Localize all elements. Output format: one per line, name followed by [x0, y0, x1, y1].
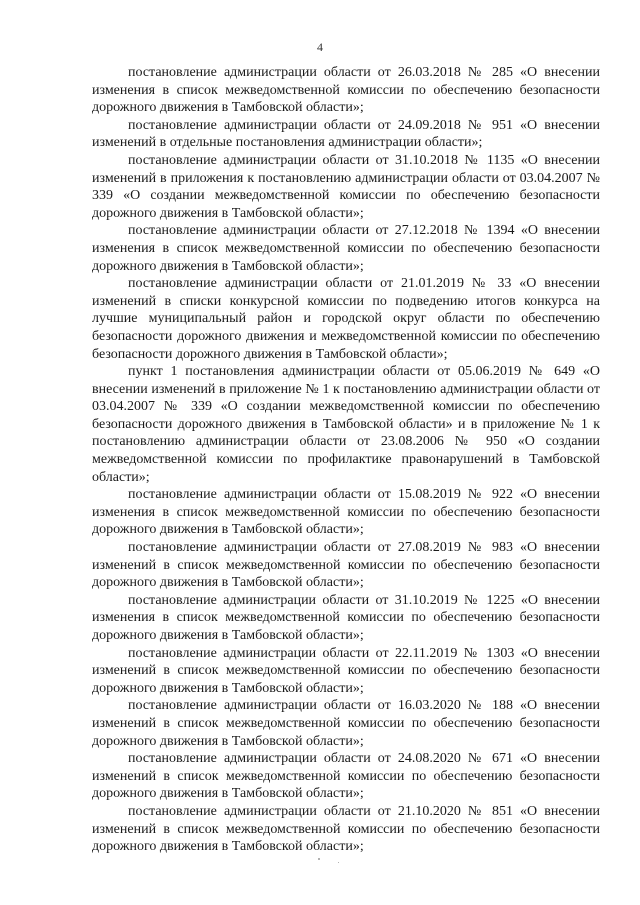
paragraph: постановление администрации области от 26.03.2018 № 285 «О внесении изменения в список межведомственной комиссии по обеспечению безопасности дорожного движения в Тамбовской области»; — [92, 65, 600, 116]
page-number: 4 — [317, 40, 323, 54]
scan-speck — [318, 858, 320, 860]
paragraph: постановление администрации области от 15.08.2019 № 922 «О внесении изменения в список межведомственной комиссии по обеспечению безопасности дорожного движения в Тамбовской области»; — [92, 487, 600, 538]
paragraph: постановление администрации области от 16.03.2020 № 188 «О внесении изменений в список межведомственной комиссии по обеспечению безопасности дорожного движения в Тамбовской области»; — [92, 698, 600, 749]
paragraph: постановление администрации области от 21.01.2019 № 33 «О внесении изменений в списки конкурсной комиссии по подведению итогов конкурса на лучшие муниципальный район и городской округ области по обеспечению безопасности дорожного движения и межведомственной комиссии по обеспечению безопасности дорожного движения в Тамбовской области»; — [92, 276, 600, 362]
paragraph: постановление администрации области от 31.10.2019 № 1225 «О внесении изменения в список межведомственной комиссии по обеспечению безопасности дорожного движения в Тамбовской области»; — [92, 592, 600, 643]
paragraph: пункт 1 постановления администрации области от 05.06.2019 № 649 «О внесении изменений в приложение № 1 к постановлению администрации области от 03.04.2007 № 339 «О создании межведомственной комиссии по обеспечению безопасности дорожного движения в Тамбовской области» и в приложение № 1 к постановлению администрации области от 23.08.2006 № 950 «О создании межведомственной комиссии по профилактике правонарушений в Тамбовской области»; — [92, 364, 600, 485]
paragraph: постановление администрации области от 21.10.2020 № 851 «О внесении изменений в список межведомственной комиссии по обеспечению безопасности дорожного движения в Тамбовской области»; — [92, 803, 600, 855]
scan-speck — [338, 862, 339, 863]
paragraph: постановление администрации области от 27.12.2018 № 1394 «О внесении изменения в список межведомственной комиссии по обеспечению безопасности дорожного движения в Тамбовской области»; — [92, 223, 600, 274]
paragraph: постановление администрации области от 22.11.2019 № 1303 «О внесении изменений в список межведомственной комиссии по обеспечению безопасности дорожного движения в Тамбовской области»; — [92, 645, 600, 696]
paragraph: постановление администрации области от 24.08.2020 № 671 «О внесении изменений в список межведомственной комиссии по обеспечению безопасности дорожного движения в Тамбовской области»; — [92, 751, 600, 802]
paragraph: постановление администрации области от 24.09.2018 № 951 «О внесении изменений в отдельные постановления администрации области»; — [92, 117, 600, 151]
paragraph: постановление администрации области от 31.10.2018 № 1135 «О внесении изменений в приложения к постановлению администрации области от 03.04.2007 № 339 «О создании межведомственной комиссии по обеспечению безопасности дорожного движения в Тамбовской области»; — [92, 152, 600, 221]
paragraph: постановление администрации области от 27.08.2019 № 983 «О внесении изменений в список межведомственной комиссии по обеспечению безопасности дорожного движения в Тамбовской области»; — [92, 540, 600, 591]
document-body — [92, 64, 600, 856]
